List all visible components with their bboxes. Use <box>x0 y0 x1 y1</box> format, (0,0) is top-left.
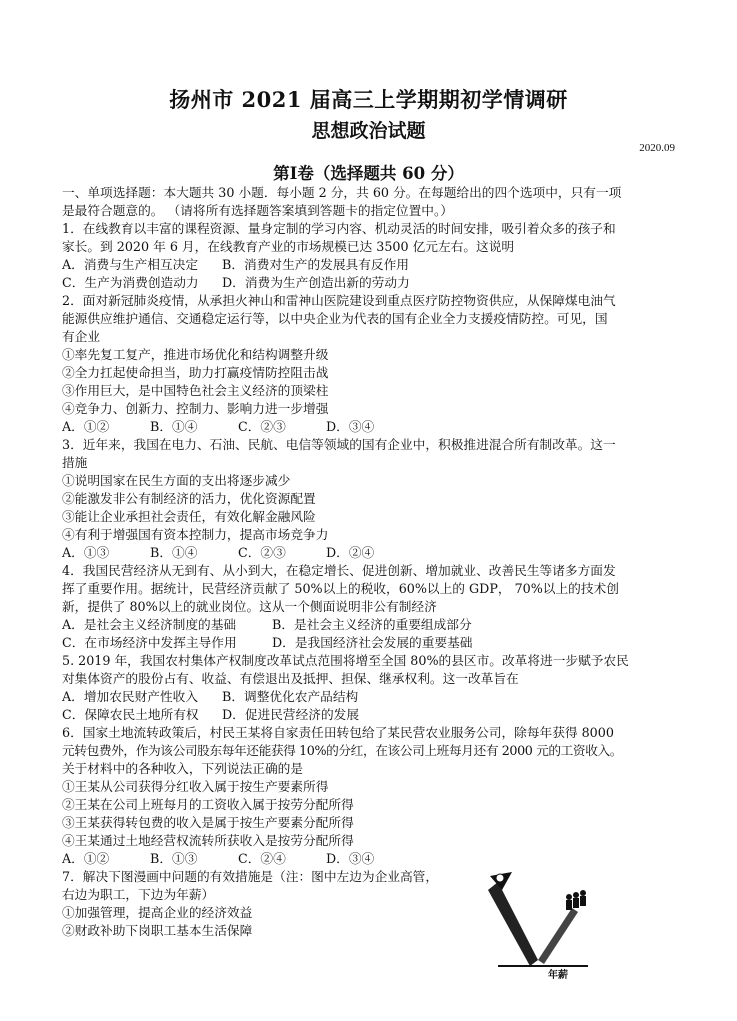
q4-options-row <box>62 616 676 634</box>
salary-cartoon-image <box>478 868 598 980</box>
q5-options-row <box>62 706 676 724</box>
q1-options-row <box>62 274 676 292</box>
q6-item: ④王某通过土地经营权流转所获收入是按劳分配所得 <box>62 833 354 848</box>
q2-option-d: D．③④ <box>326 419 375 434</box>
q5-stem: 5. 2019 年，我国农村集体产权制度改革试点范围将增至全国 80%的县区市。改革将进一步赋予农民 <box>62 653 629 668</box>
q4-stem: 4．我国民营经济从无到有、从小到大，在稳定增长、促进创新、增加就业、改善民生等诸多方面发 <box>62 563 616 578</box>
executive-head <box>496 874 504 882</box>
q5-options-row <box>62 688 676 706</box>
q4-option-a: A．是社会主义经济制度的基础 <box>62 617 237 632</box>
q4-stem: 新，提供了 80%以上的就业岗位。这从一个侧面说明非公有制经济 <box>62 599 437 614</box>
q7-item: ②财政补助下岗职工基本生活保障 <box>62 923 253 938</box>
q3-stem: 措施 <box>62 455 88 470</box>
q3-item: ②能激发非公有制经济的活力，优化资源配置 <box>62 491 316 506</box>
q3-item: ④有利于增强国有资本控制力，提高市场竞争力 <box>62 527 329 542</box>
q2-option-a: A．①② <box>62 419 110 434</box>
q6-stem: 6．国家土地流转政策后，村民王某将自家责任田转包给了某民营农业服务公司，除每年获得 8000 <box>62 725 614 740</box>
q6-options-row <box>62 850 676 868</box>
q4-option-d: D．是我国经济社会发展的重要基础 <box>272 635 473 650</box>
q2-option-b: B．①④ <box>150 419 198 434</box>
q3-option-a: A．①③ <box>62 545 110 560</box>
q6-stem: 关于材料中的各种收入，下列说法正确的是 <box>62 761 304 776</box>
q3-item: ③能让企业承担社会责任，有效化解金融风险 <box>62 509 316 524</box>
q1-stem: 1．在线教育以丰富的课程资源、量身定制的学习内容、机动灵活的时间安排，吸引着众多的孩子和 <box>62 221 616 236</box>
q4-stem: 挥了重要作用。据统计，民营经济贡献了 50%以上的税收，60%以上的 GDP， 70%以上的技术创 <box>62 581 619 596</box>
q7-stem: 右边为职工，下边为年薪） <box>62 887 215 902</box>
q6-option-b: B．①③ <box>150 851 198 866</box>
q3-option-d: D．②④ <box>326 545 375 560</box>
q2-stem: 有企业 <box>62 329 101 344</box>
q2-option-c: C．②③ <box>238 419 286 434</box>
cartoon-label: 年薪 <box>548 970 568 980</box>
q6-stem: 元转包费外，作为该公司股东每年还能获得 10%的分红，在该公司上班每月还有 2000 元的工资收入。 <box>62 743 623 758</box>
q2-options-row <box>62 418 676 436</box>
q4-option-c: C．在市场经济中发挥主导作用 <box>62 635 237 650</box>
q3-option-c: C．②③ <box>238 545 286 560</box>
q2-item: ③作用巨大，是中国特色社会主义经济的顶梁柱 <box>62 383 329 398</box>
q5-option-c: C．保障农民土地所有权 <box>62 707 199 722</box>
staff-figures <box>566 890 586 910</box>
q5-option-b: B．调整优化农产品结构 <box>222 689 359 704</box>
q1-options-row <box>62 256 676 274</box>
q2-stem: 能源供应维护通信、交通稳定运行等，以中央企业为代表的国有企业全力支援疫情防控。可见，国 <box>62 311 608 326</box>
q7-item: ①加强管理，提高企业的经济效益 <box>62 905 253 920</box>
q5-stem: 对集体资产的股份占有、收益、有偿退出及抵押、担保、继承权利。这一改革旨在 <box>62 671 519 686</box>
q3-stem: 3．近年来，我国在电力、石油、民航、电信等领域的国有企业中，积极推进混合所有制改革。这一 <box>62 437 616 452</box>
q6-item: ③王某获得转包费的收入是属于按生产要素分配所得 <box>62 815 354 830</box>
q3-options-row <box>62 544 676 562</box>
q2-item: ②全力扛起使命担当，助力打赢疫情防控阻击战 <box>62 365 329 380</box>
q2-item: ①率先复工复产，推进市场优化和结构调整升级 <box>62 347 329 362</box>
q6-option-d: D．③④ <box>326 851 375 866</box>
q6-item: ②王某在公司上班每月的工资收入属于按劳分配所得 <box>62 797 354 812</box>
q4-options-row <box>62 634 676 652</box>
q2-item: ④竞争力、创新力、控制力、影响力进一步增强 <box>62 401 329 416</box>
q2-stem: 2．面对新冠肺炎疫情，从承担火神山和雷神山医院建设到重点医疗防控物资供应，从保障煤电油气 <box>62 293 616 308</box>
exam-title: 扬州市 2021 届高三上学期期初学情调研 <box>169 87 568 112</box>
q5-option-d: D．促进民营经济的发展 <box>222 707 360 722</box>
q7-stem: 7．解决下图漫画中问题的有效措施是（注：图中左边为企业高管， <box>62 869 439 884</box>
executive-arrow <box>488 882 538 966</box>
section-heading: 第Ⅰ卷（选择题共 60 分） <box>273 164 464 183</box>
intro-line: 一、单项选择题：本大题共 30 小题．每小题 2 分，共 60 分。在每题给出的四个选项中，只有一项 <box>62 185 622 200</box>
q3-item: ①说明国家在民生方面的支出将逐步减少 <box>62 473 291 488</box>
q4-option-b: B．是社会主义经济的重要组成部分 <box>272 617 472 632</box>
q1-option-a: A．消费与生产相互决定 <box>62 257 199 272</box>
exam-subject: 思想政治试题 <box>311 120 426 142</box>
q3-option-b: B．①④ <box>150 545 198 560</box>
q5-option-a: A．增加农民财产性收入 <box>62 689 199 704</box>
q6-option-a: A．①② <box>62 851 110 866</box>
q1-option-d: D．消费为生产创造出新的劳动力 <box>222 275 410 290</box>
q1-option-c: C．生产为消费创造动力 <box>62 275 199 290</box>
intro-line: 是最符合题意的。 （请将所有选择题答案填到答题卡的指定位置中。） <box>62 203 453 218</box>
q1-stem: 家长。到 2020 年 6 月，在线教育产业的市场规模已达 3500 亿元左右。这说明 <box>62 239 515 254</box>
question-body <box>62 184 676 940</box>
q1-option-b: B．消费对生产的发展具有反作用 <box>222 257 409 272</box>
q6-option-c: C．②④ <box>238 851 286 866</box>
staff-arrow <box>538 908 578 964</box>
exam-date: 2020.09 <box>639 142 675 154</box>
q6-item: ①王某从公司获得分红收入属于按生产要素所得 <box>62 779 329 794</box>
